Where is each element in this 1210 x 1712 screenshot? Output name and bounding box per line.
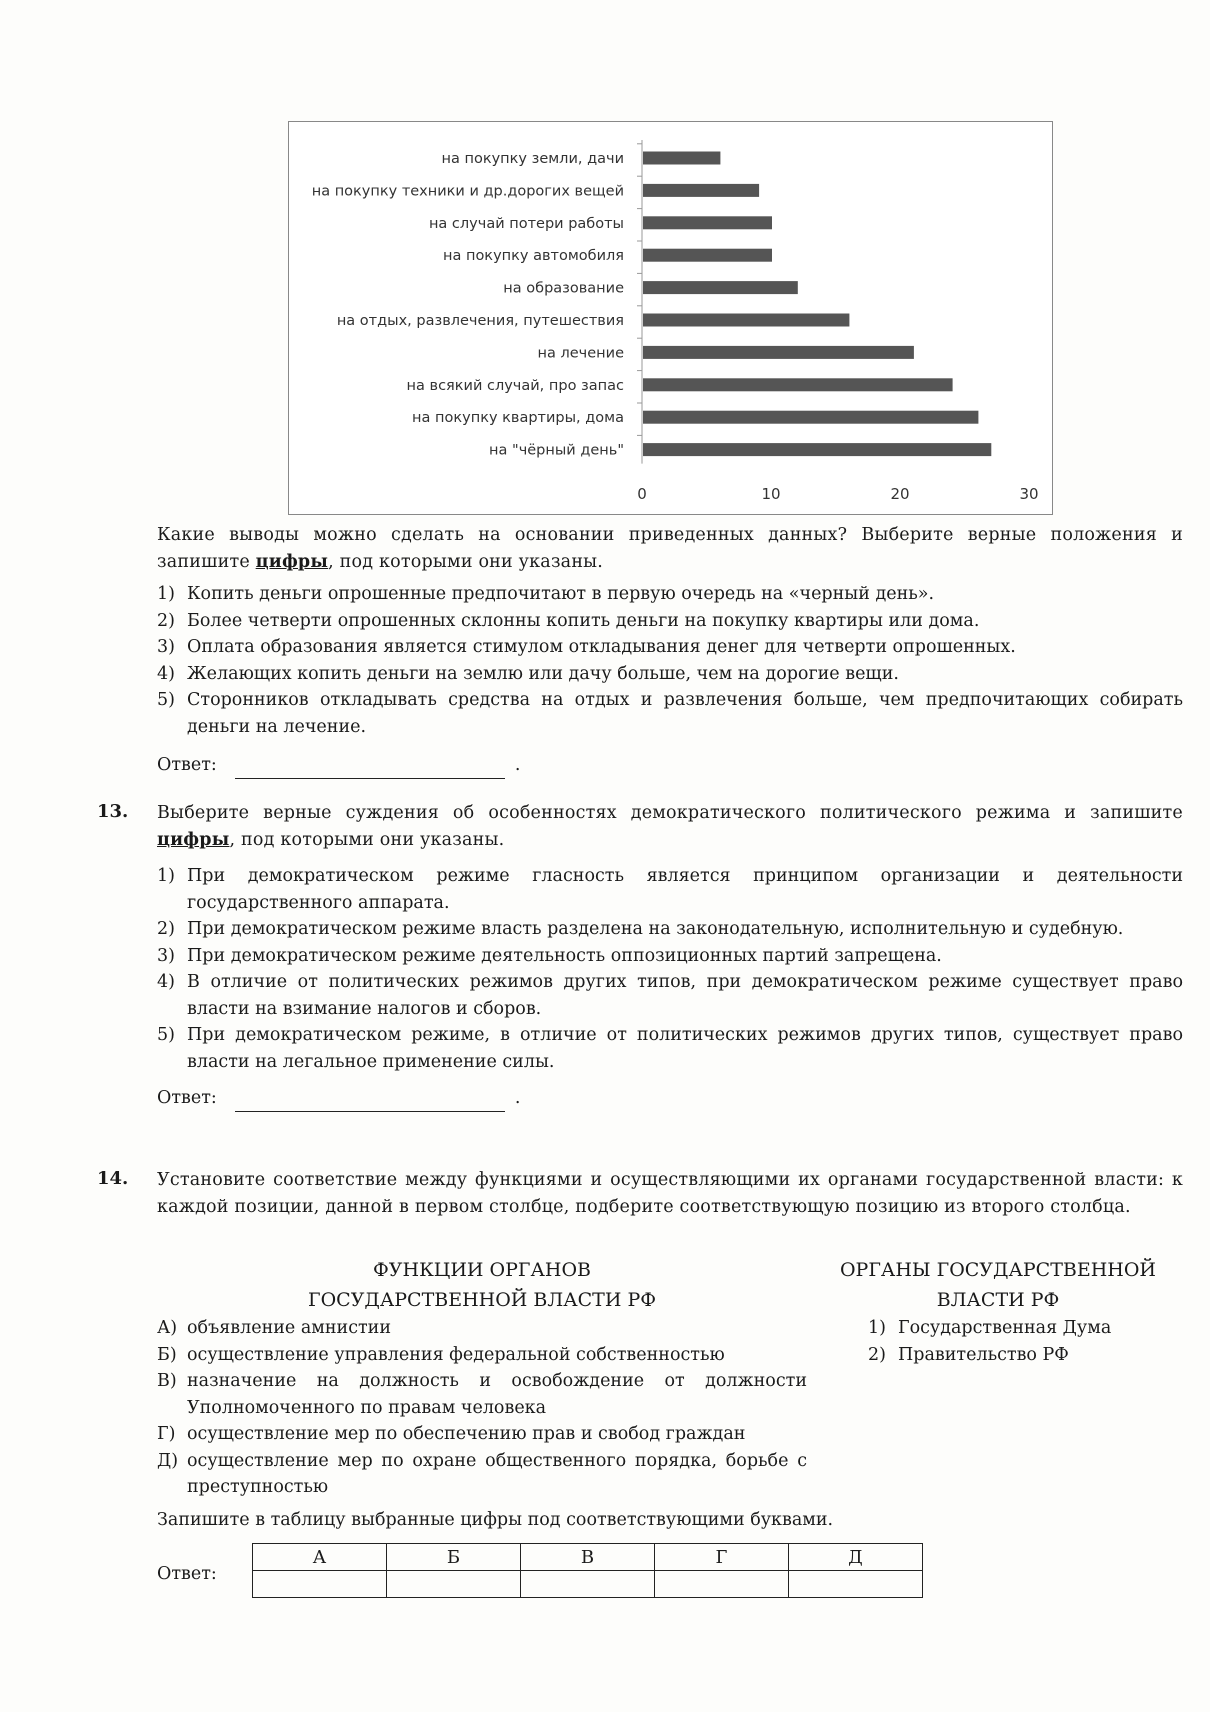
bar — [643, 281, 798, 294]
organ-item: 1) Государственная Дума — [868, 1318, 1112, 1338]
q13-option: 3) При демократическом режиме деятельность оппозиционных партий запрещена. — [157, 945, 942, 966]
chart-svg — [289, 122, 1052, 514]
answer-table-input-row — [253, 1571, 923, 1598]
category-label: на всякий случай, про запас — [406, 377, 624, 394]
q14-answer-table — [252, 1543, 923, 1598]
x-tick-label: 20 — [890, 485, 910, 503]
question-12 — [157, 522, 1183, 779]
category-label: на случай потери работы — [428, 215, 624, 232]
category-label: на образование — [503, 280, 624, 297]
q14-text: Установите соответствие между функциями и осуществляющими их органами государственной власти: к каждой позиции, данной в первом столбце, подберите соответствующую позицию из второго столбца. — [157, 1170, 1183, 1217]
bar — [643, 249, 772, 262]
q13-answer-field[interactable] — [235, 1091, 505, 1112]
q13-option: 1) При демократическом режиме гласность является принципом организации и деятельности государственного аппарата. — [157, 866, 1183, 913]
q13-answer: Ответ: . — [157, 1085, 1183, 1112]
functions-header-line1: ФУНКЦИИ ОРГАНОВ — [373, 1259, 591, 1281]
question-14 — [157, 1167, 1183, 1220]
answer-cell-d[interactable] — [789, 1571, 923, 1598]
q12-option: 2) Более четверти опрошенных склонны копить деньги на покупку квартиры или дома. — [157, 610, 980, 631]
q13-option: 4) В отличие от политических режимов других типов, при демократическом режиме существует право власти на взимание налогов и сборов. — [157, 972, 1183, 1019]
x-tick-label: 30 — [1019, 485, 1039, 503]
savings-chart — [288, 121, 1053, 515]
category-label: на покупку квартиры, дома — [412, 410, 624, 427]
q14-number: 14. — [97, 1168, 129, 1189]
q14-instruction: Запишите в таблицу выбранные цифры под соответствующими буквами. — [157, 1510, 834, 1530]
bar — [643, 152, 720, 165]
q14-organs-column — [818, 1255, 1178, 1368]
bar — [643, 184, 759, 197]
function-item: Д) осуществление мер по охране общественного порядка, борьбе с преступностью — [157, 1450, 807, 1497]
answer-cell-g[interactable] — [655, 1571, 789, 1598]
q13-text: Выберите верные суждения об особенностях демократического политического режима и запишите цифры, под которыми они указаны. — [157, 803, 1183, 850]
answer-cell-b[interactable] — [387, 1571, 521, 1598]
functions-header-line2: ГОСУДАРСТВЕННОЙ ВЛАСТИ РФ — [308, 1289, 656, 1311]
q12-option: 3) Оплата образования является стимулом откладывания денег для четверти опрошенных. — [157, 637, 1016, 657]
bar — [643, 346, 914, 359]
category-label: на отдых, развлечения, путешествия — [336, 313, 624, 329]
q12-text: Какие выводы можно сделать на основании приведенных данных? Выберите верные положения и запишите цифры, под которыми они указаны. — [157, 525, 1183, 572]
bar — [643, 443, 991, 456]
answer-col-header: Б — [387, 1544, 521, 1571]
organs-header-line1: ОРГАНЫ ГОСУДАРСТВЕННОЙ — [839, 1259, 1156, 1281]
q14-answer-label: Ответ: — [157, 1564, 217, 1584]
answer-cell-a[interactable] — [253, 1571, 387, 1598]
category-label: на покупку техники и др.дорогих вещей — [311, 183, 624, 200]
category-label: на покупку земли, дачи — [441, 151, 624, 167]
organ-item: 2) Правительство РФ — [868, 1344, 1069, 1365]
question-13 — [157, 800, 1183, 1112]
answer-cell-v[interactable] — [521, 1571, 655, 1598]
x-tick-label: 10 — [761, 485, 781, 503]
function-item: Г) осуществление мер по обеспечению прав и свобод граждан — [157, 1424, 746, 1444]
function-item: Б) осуществление управления федеральной собственностью — [157, 1344, 725, 1365]
bar — [643, 314, 849, 327]
q12-option: 1) Копить деньги опрошенные предпочитают в первую очередь на «черный день». — [157, 584, 935, 604]
answer-col-header: Д — [789, 1544, 923, 1571]
answer-col-header: А — [253, 1544, 387, 1571]
function-item: А) объявление амнистии — [157, 1318, 392, 1338]
answer-col-header: Г — [655, 1544, 789, 1571]
q12-options — [157, 581, 1183, 740]
category-label: на лечение — [537, 345, 624, 362]
q13-option: 5) При демократическом режиме, в отличие от политических режимов других типов, существует право власти на легальное применение силы. — [157, 1025, 1183, 1072]
function-item: В) назначение на должность и освобождение от должности Уполномоченного по правам человека — [157, 1371, 807, 1418]
bar — [643, 216, 772, 229]
q12-answer: Ответ: . — [157, 752, 1183, 779]
q14-functions-column — [157, 1255, 807, 1501]
q12-option: 5) Сторонников откладывать средства на отдых и развлечения больше, чем предпочитающих собирать деньги на лечение. — [157, 690, 1183, 737]
q13-number: 13. — [97, 801, 129, 822]
category-label: на покупку автомобиля — [442, 248, 624, 265]
q12-option: 4) Желающих копить деньги на землю или дачу больше, чем на дорогие вещи. — [157, 663, 899, 684]
x-tick-label: 0 — [637, 485, 647, 503]
answer-col-header: В — [521, 1544, 655, 1571]
q12-answer-field[interactable] — [235, 758, 505, 779]
bar — [643, 411, 978, 424]
q13-option: 2) При демократическом режиме власть разделена на законодательную, исполнительную и судебную. — [157, 919, 1124, 939]
category-label: на "чёрный день" — [489, 442, 624, 459]
organs-header-line2: ВЛАСТИ РФ — [936, 1289, 1060, 1311]
answer-table-header-row — [253, 1544, 923, 1571]
bar — [643, 378, 953, 391]
